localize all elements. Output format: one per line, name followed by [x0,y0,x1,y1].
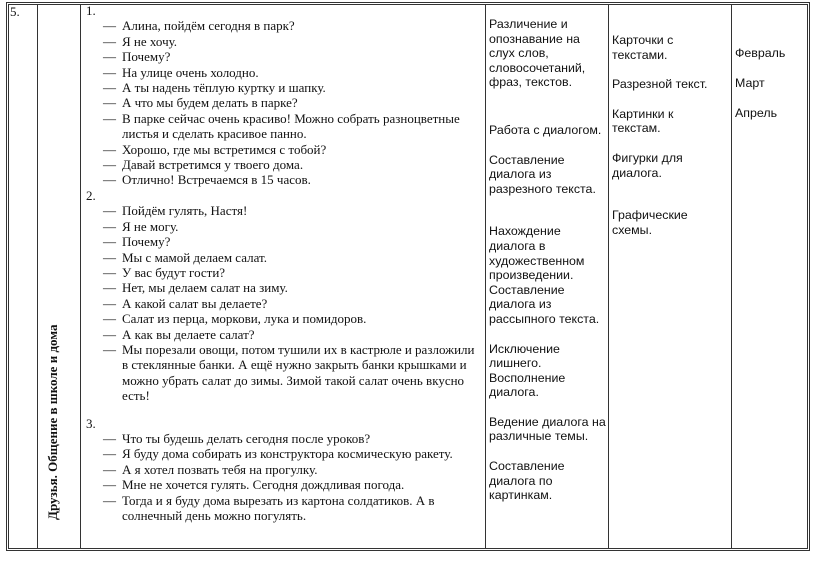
activity-item: Составление диалога из разрезного текста. [489,152,596,196]
dialog-line: — Пойдём гулять, Настя! [86,203,478,218]
dialog-number: 3. [86,415,96,431]
dialog-line: — Я не хочу. [86,34,478,49]
dialog-line: — Тогда и я буду дома вырезать из картона солдатиков. А в солнечный день можно погулять. [86,493,478,524]
materials-cell [612,33,722,237]
dialog-line: — Алина, пойдём сегодня в парк? [86,18,478,33]
dialog-line: — Давай встретимся у твоего дома. [86,157,478,172]
dialog-line: — Отлично! Встречаемся в 15 часов. [86,172,478,187]
months-cell [735,46,805,122]
dialog-line: — А ты надень тёплую куртку и шапку. [86,80,478,95]
dialog-line: — А какой салат вы делаете? [86,296,478,311]
dialogs-cell [86,3,478,523]
row-number: 5. [10,4,20,19]
dialog-line: — В парке сейчас очень красиво! Можно собрать разноцветные листья и сделать красивое панно. [86,111,478,142]
dialog-lines [86,203,478,403]
dialog-line: — Мы порезали овощи, потом тушили их в кастрюле и разложили в стеклянные банки. А ещё нужно закрыть банки крышками и можно убрать салат до зимы. Зимой такой салат очень вкусно есть! [86,342,478,404]
dialog-line: — Хорошо, где мы встретимся с тобой? [86,142,478,157]
dialog-block-1 [86,3,478,188]
activities-cell [489,17,607,503]
material-item: Разрезной текст. [612,77,708,92]
activity-item: Работа с диалогом. [489,122,602,137]
dialog-line: — Мне не хочется гулять. Сегодня дождливая погода. [86,477,478,492]
activity-item: Различение и опознавание на слух слов, словосочетаний, фраз, текстов. [489,17,586,90]
material-item: Фигурки для диалога. [612,150,683,180]
dialog-line: — Что ты будешь делать сегодня после уроков? [86,431,478,446]
column-divider [80,5,81,548]
dialog-line: — А я хотел позвать тебя на прогулку. [86,462,478,477]
dialog-number: 1. [86,3,96,18]
column-divider [608,5,609,548]
dialog-line: — У вас будут гости? [86,265,478,280]
dialog-line: — Мы с мамой делаем салат. [86,250,478,265]
dialog-number: 2. [86,187,96,203]
material-item: Карточки с текстами. [612,33,674,62]
dialog-block-3 [86,416,478,524]
material-item: Графические схемы. [612,208,688,237]
dialog-lines [86,18,478,187]
activity-item: Исключение лишнего. Восполнение диалога. [489,341,566,400]
dialog-line: — Я не могу. [86,219,478,234]
activity-item: Составление диалога по картинкам. [489,459,565,503]
topic-title: Друзья. Общение в школе и дома [45,324,60,520]
dialog-line: — А что мы будем делать в парке? [86,95,478,110]
column-divider [37,5,38,548]
dialog-line: — Почему? [86,234,478,249]
dialog-line: — На улице очень холодно. [86,65,478,80]
column-divider [731,5,732,548]
activity-item: Ведение диалога на различные темы. [489,414,606,444]
month-item: Март [735,76,765,91]
activity-item: Нахождение диалога в художественном произведении. Составление диалога из рассыпного текста. [489,224,600,326]
dialog-block-2 [86,188,478,404]
dialog-line: — Нет, мы делаем салат на зиму. [86,280,478,295]
column-divider [485,5,486,548]
dialog-line: — Почему? [86,49,478,64]
spacer [86,404,478,416]
material-item: Картинки к текстам. [612,106,674,136]
dialog-lines [86,431,478,523]
month-item: Февраль [735,46,786,60]
month-item: Апрель [735,106,778,121]
dialog-line: — Я буду дома собирать из конструктора космическую ракету. [86,446,478,461]
dialog-line: — Салат из перца, моркови, лука и помидоров. [86,311,478,326]
dialog-line: — А как вы делаете салат? [86,327,478,342]
